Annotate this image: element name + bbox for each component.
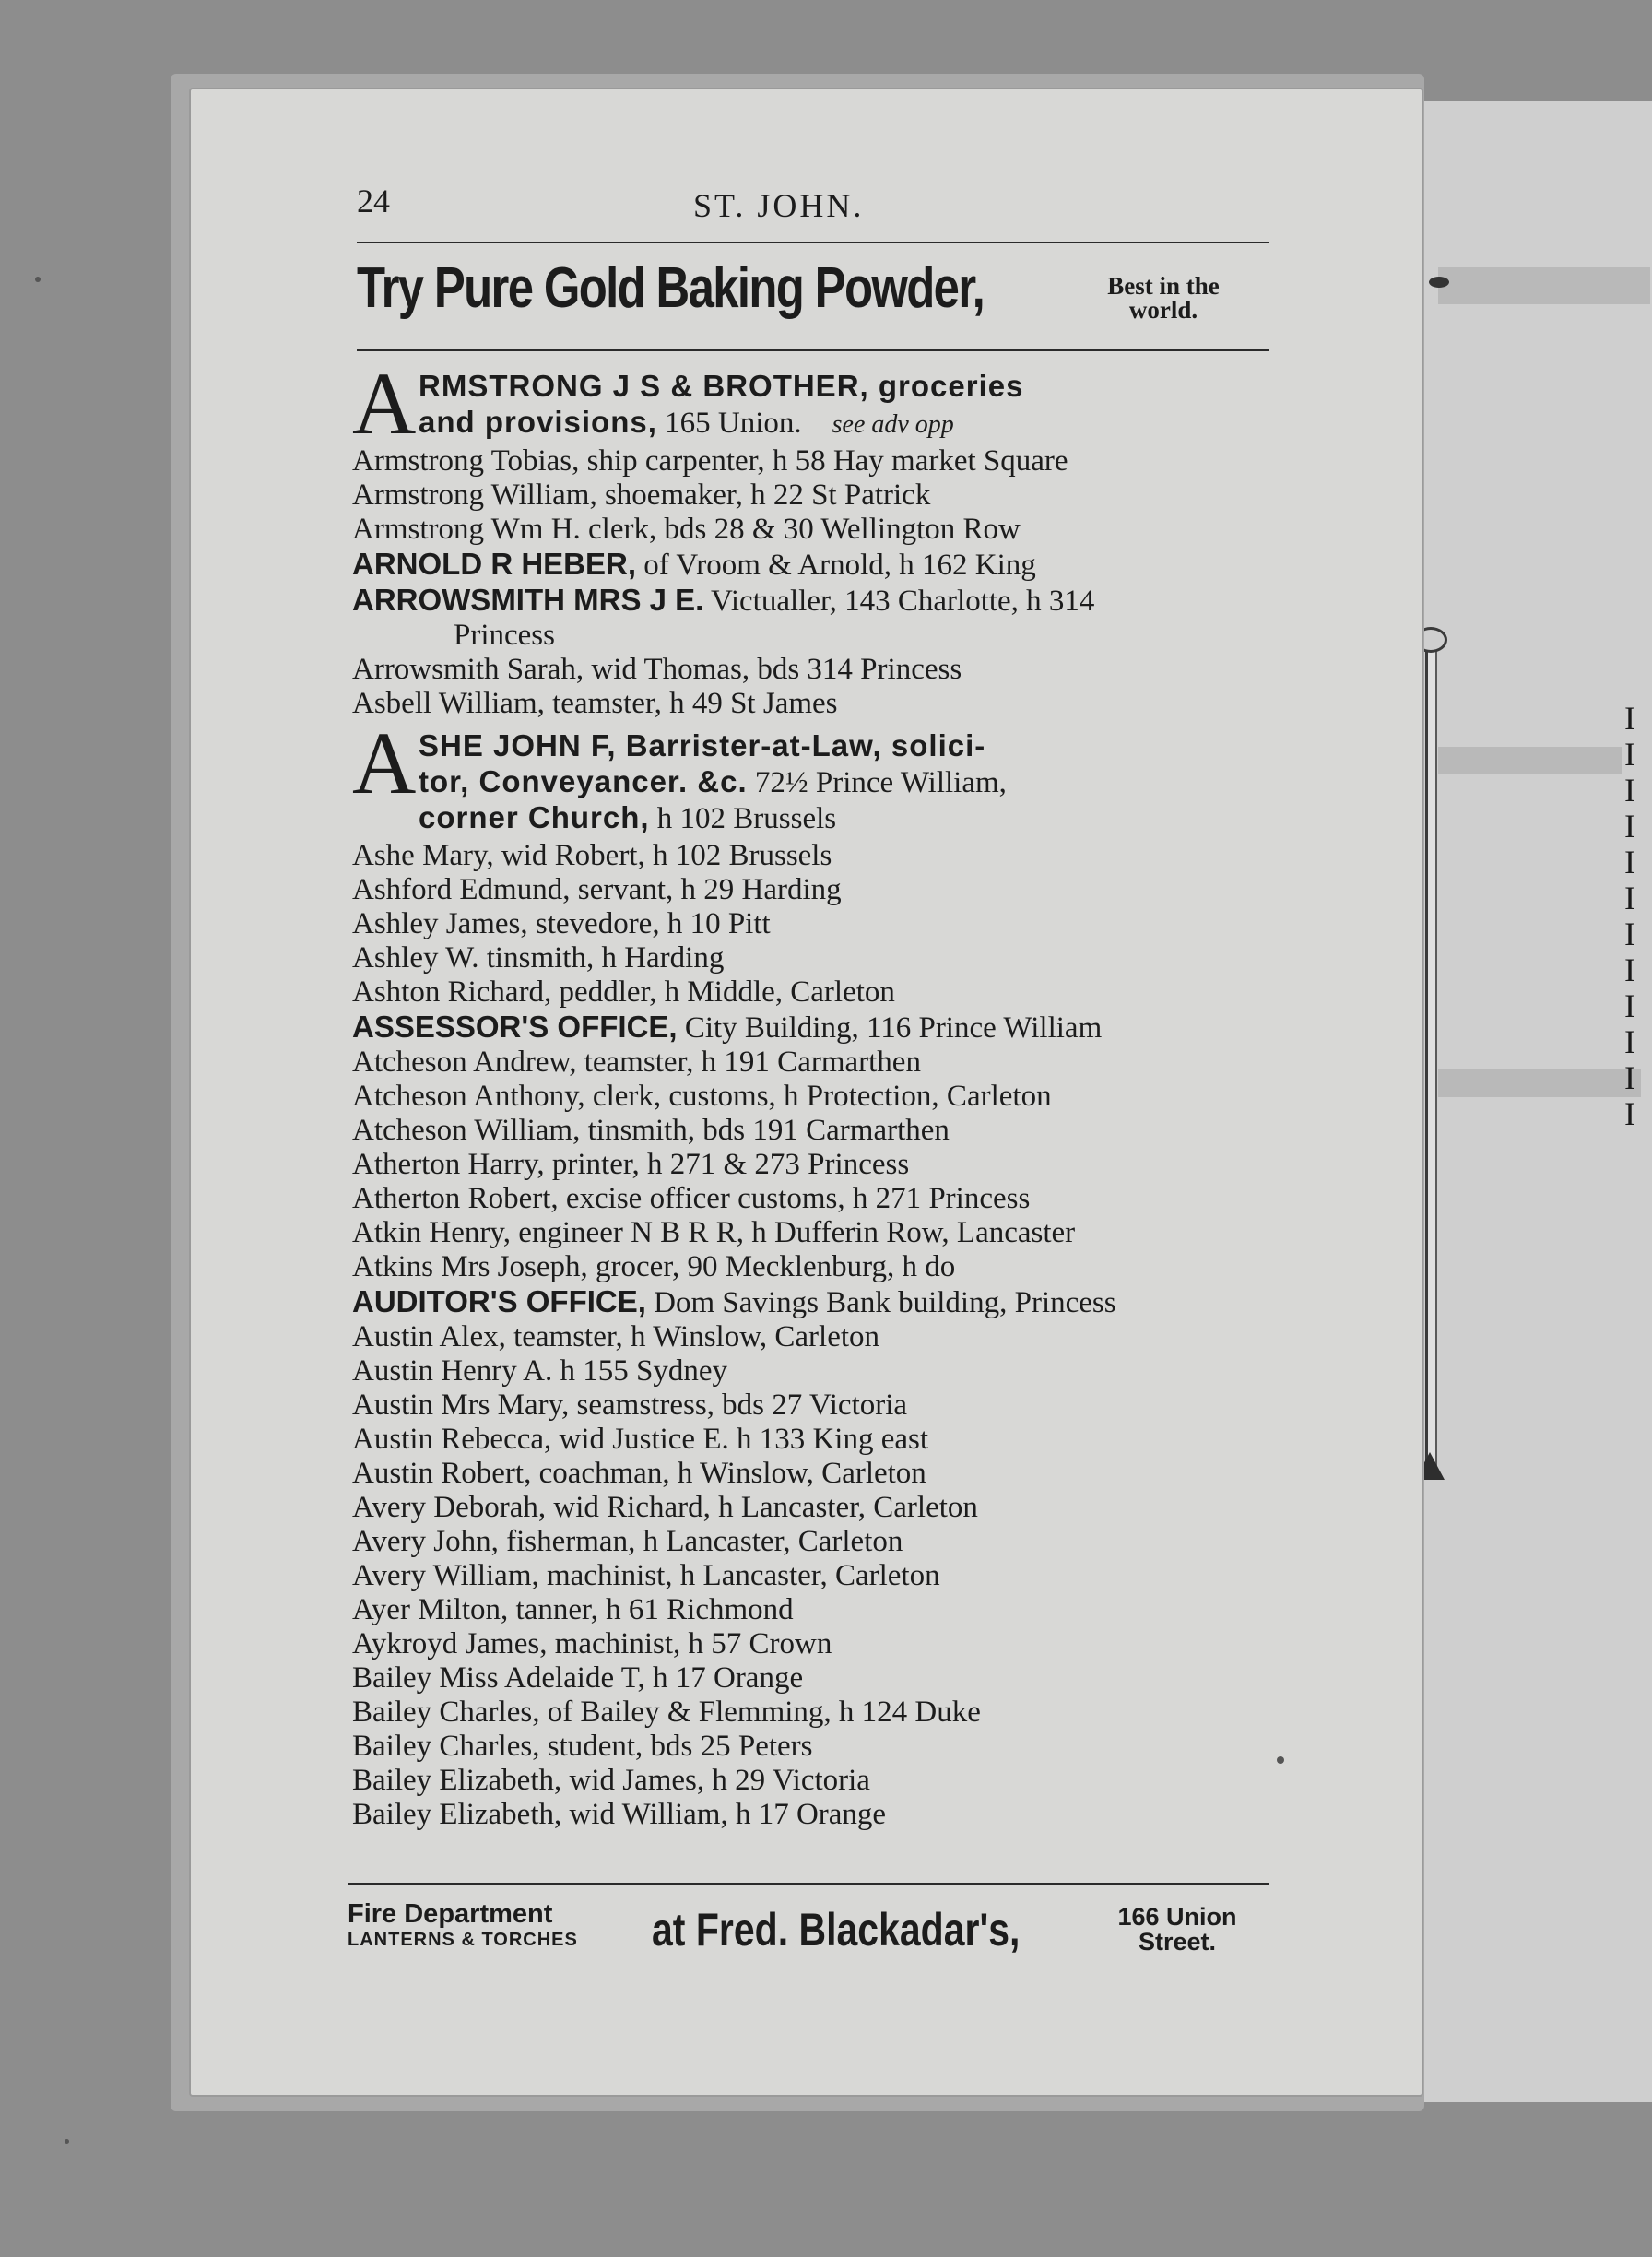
directory-entry	[352, 839, 1274, 873]
banner-tagline-line2: world.	[1128, 296, 1198, 324]
scan-speck	[1277, 1756, 1284, 1764]
advert-banner-bottom	[348, 1901, 1269, 1975]
directory-page	[189, 88, 1423, 2097]
footer-middle: at Fred. Blackadar's,	[652, 1904, 1021, 1956]
scan-speck	[35, 277, 41, 282]
entry-text: Dom Savings Bank building, Princess	[645, 1286, 1116, 1319]
entry-text: City Building, 116 Prince William	[677, 1011, 1103, 1045]
entry-address: 165 Union.	[656, 407, 802, 440]
entry-heading-cont: and provisions,	[419, 405, 657, 439]
entry-text: Ayer Milton, tanner, h 61 Richmond	[352, 1593, 794, 1626]
entry-heading: RMSTRONG J S & BROTHER, groceries	[419, 369, 1024, 403]
entry-text: Bailey Miss Adelaide T, h 17 Orange	[352, 1661, 804, 1695]
entry-text: Atkin Henry, engineer N B R R, h Dufferin Row, Lancaster	[352, 1216, 1076, 1249]
binding-cord	[1425, 632, 1437, 1480]
directory-entry	[352, 479, 1274, 513]
directory-entry	[352, 1798, 1274, 1832]
entry-name: ARNOLD R HEBER,	[352, 547, 637, 581]
entry-text: Aykroyd James, machinist, h 57 Crown	[352, 1627, 832, 1660]
entries-list-b	[352, 839, 1274, 1832]
binding-mark	[1429, 277, 1449, 288]
entry-text: Atherton Harry, printer, h 271 & 273 Princess	[352, 1148, 910, 1181]
entry-text: Ashe Mary, wid Robert, h 102 Brussels	[352, 839, 832, 872]
footer-right	[1085, 1905, 1269, 1955]
bottom-rule	[348, 1883, 1269, 1885]
entry-address: 72½ Prince William,	[747, 766, 1007, 799]
entry-text: Asbell William, teamster, h 49 St James	[352, 687, 838, 720]
directory-entry	[352, 1559, 1274, 1593]
facing-page-edge-letters: I I I I I I I I I I I I	[1624, 700, 1635, 1132]
entry-text: Atcheson Andrew, teamster, h 191 Carmarthen	[352, 1046, 921, 1079]
entry-ashe-john-f	[352, 714, 1274, 836]
directory-entry	[352, 1354, 1274, 1388]
entry-text: Princess	[454, 619, 555, 652]
drop-cap: A	[352, 714, 417, 812]
directory-entry	[352, 1182, 1274, 1216]
entry-armstrong-js-brother	[352, 354, 1274, 453]
directory-entry	[352, 1250, 1274, 1284]
entry-text: Austin Rebecca, wid Justice E. h 133 King east	[352, 1423, 929, 1456]
directory-entry	[352, 513, 1274, 547]
directory-entry	[352, 1457, 1274, 1491]
directory-entry	[352, 1216, 1274, 1250]
directory-entry	[352, 1010, 1274, 1046]
running-head	[357, 182, 1445, 237]
entry-home: h 102 Brussels	[649, 802, 837, 835]
entry-text: Austin Robert, coachman, h Winslow, Carleton	[352, 1457, 926, 1490]
entry-text: Ashley W. tinsmith, h Harding	[352, 941, 725, 975]
footer-left-line2: LANTERNS & TORCHES	[348, 1930, 578, 1950]
entry-text: Atcheson Anthony, clerk, customs, h Protection, Carleton	[352, 1080, 1052, 1113]
running-title: ST. JOHN.	[693, 187, 865, 224]
entry-text: Armstrong William, shoemaker, h 22 St Patrick	[352, 479, 931, 512]
directory-entry	[352, 619, 1274, 653]
entry-text: Victualler, 143 Charlotte, h 314	[703, 585, 1095, 618]
entry-text: Atcheson William, tinsmith, bds 191 Carmarthen	[352, 1114, 950, 1147]
directory-entry	[352, 653, 1274, 687]
entry-text: Bailey Charles, student, bds 25 Peters	[352, 1730, 813, 1763]
entry-text: Ashford Edmund, servant, h 29 Harding	[352, 873, 842, 906]
entry-text: of Vroom & Arnold, h 162 King	[636, 549, 1036, 582]
entry-heading: SHE JOHN F, Barrister-at-Law, solici-	[419, 728, 986, 762]
facing-page	[1420, 101, 1652, 2102]
footer-right-line2: Street.	[1138, 1928, 1217, 1956]
directory-entry	[352, 1593, 1274, 1627]
entry-text: Atkins Mrs Joseph, grocer, 90 Mecklenburg, h do	[352, 1250, 956, 1283]
entry-text: Avery William, machinist, h Lancaster, Carleton	[352, 1559, 940, 1592]
entry-heading-cont: tor, Conveyancer. &c.	[419, 764, 748, 798]
entry-text: Atherton Robert, excise officer customs, h 271 Princess	[352, 1182, 1031, 1215]
directory-entry	[352, 1730, 1274, 1764]
directory-entry	[352, 1320, 1274, 1354]
entry-name: AUDITOR'S OFFICE,	[352, 1284, 646, 1318]
entry-text: Avery Deborah, wid Richard, h Lancaster, Carleton	[352, 1491, 978, 1524]
page-number: 24	[357, 183, 390, 219]
footer-right-line1: 166 Union	[1117, 1903, 1237, 1931]
entry-name: ARROWSMITH MRS J E.	[352, 583, 704, 617]
top-rule	[357, 242, 1269, 243]
footer-left-line1: Fire Department	[348, 1899, 553, 1929]
entry-note: see adv opp	[832, 410, 954, 439]
directory-entry	[352, 1080, 1274, 1114]
entry-text: Austin Alex, teamster, h Winslow, Carleton	[352, 1320, 880, 1353]
banner-rule	[357, 349, 1269, 351]
directory-entry	[352, 1661, 1274, 1696]
banner-tagline	[1057, 274, 1269, 322]
directory-entry	[352, 1423, 1274, 1457]
directory-entry	[352, 687, 1274, 721]
entry-text: Bailey Elizabeth, wid William, h 17 Orange	[352, 1798, 887, 1831]
directory-entry	[352, 941, 1274, 975]
entries-list-a	[352, 444, 1274, 721]
directory-entry	[352, 1388, 1274, 1423]
directory-entry	[352, 1764, 1274, 1798]
banner-headline: Try Pure Gold Baking Powder,	[357, 256, 985, 320]
directory-entry	[352, 1046, 1274, 1080]
directory-entry	[352, 547, 1274, 583]
footer-left	[348, 1901, 652, 1953]
directory-entries	[352, 354, 1274, 1832]
entry-text: Bailey Elizabeth, wid James, h 29 Victoria	[352, 1764, 870, 1797]
entry-text: Avery John, fisherman, h Lancaster, Carleton	[352, 1525, 903, 1558]
entry-text: Ashley James, stevedore, h 10 Pitt	[352, 907, 771, 940]
entry-text: Armstrong Wm H. clerk, bds 28 & 30 Wellington Row	[352, 513, 1021, 546]
entry-name: ASSESSOR'S OFFICE,	[352, 1010, 678, 1044]
directory-entry	[352, 1491, 1274, 1525]
directory-entry	[352, 1525, 1274, 1559]
directory-entry	[352, 583, 1274, 619]
drop-cap: A	[352, 354, 417, 453]
scan-speck	[65, 2139, 69, 2144]
directory-entry	[352, 1284, 1274, 1320]
entry-text: Austin Mrs Mary, seamstress, bds 27 Victoria	[352, 1388, 908, 1422]
entry-text: Arrowsmith Sarah, wid Thomas, bds 314 Princess	[352, 653, 962, 686]
directory-entry	[352, 1148, 1274, 1182]
directory-entry	[352, 1627, 1274, 1661]
directory-entry	[352, 1696, 1274, 1730]
directory-entry	[352, 975, 1274, 1010]
entry-heading-cont2: corner Church,	[419, 800, 650, 834]
directory-entry	[352, 907, 1274, 941]
directory-entry	[352, 1114, 1274, 1148]
banner-tagline-line1: Best in the	[1107, 272, 1220, 300]
entry-text: Austin Henry A. h 155 Sydney	[352, 1354, 727, 1388]
directory-entry	[352, 444, 1274, 479]
advert-banner-top	[357, 255, 1269, 343]
entry-text: Ashton Richard, peddler, h Middle, Carleton	[352, 975, 895, 1009]
entry-text: Bailey Charles, of Bailey & Flemming, h 124 Duke	[352, 1696, 981, 1729]
entry-text: Armstrong Tobias, ship carpenter, h 58 Hay market Square	[352, 444, 1068, 478]
directory-entry	[352, 873, 1274, 907]
